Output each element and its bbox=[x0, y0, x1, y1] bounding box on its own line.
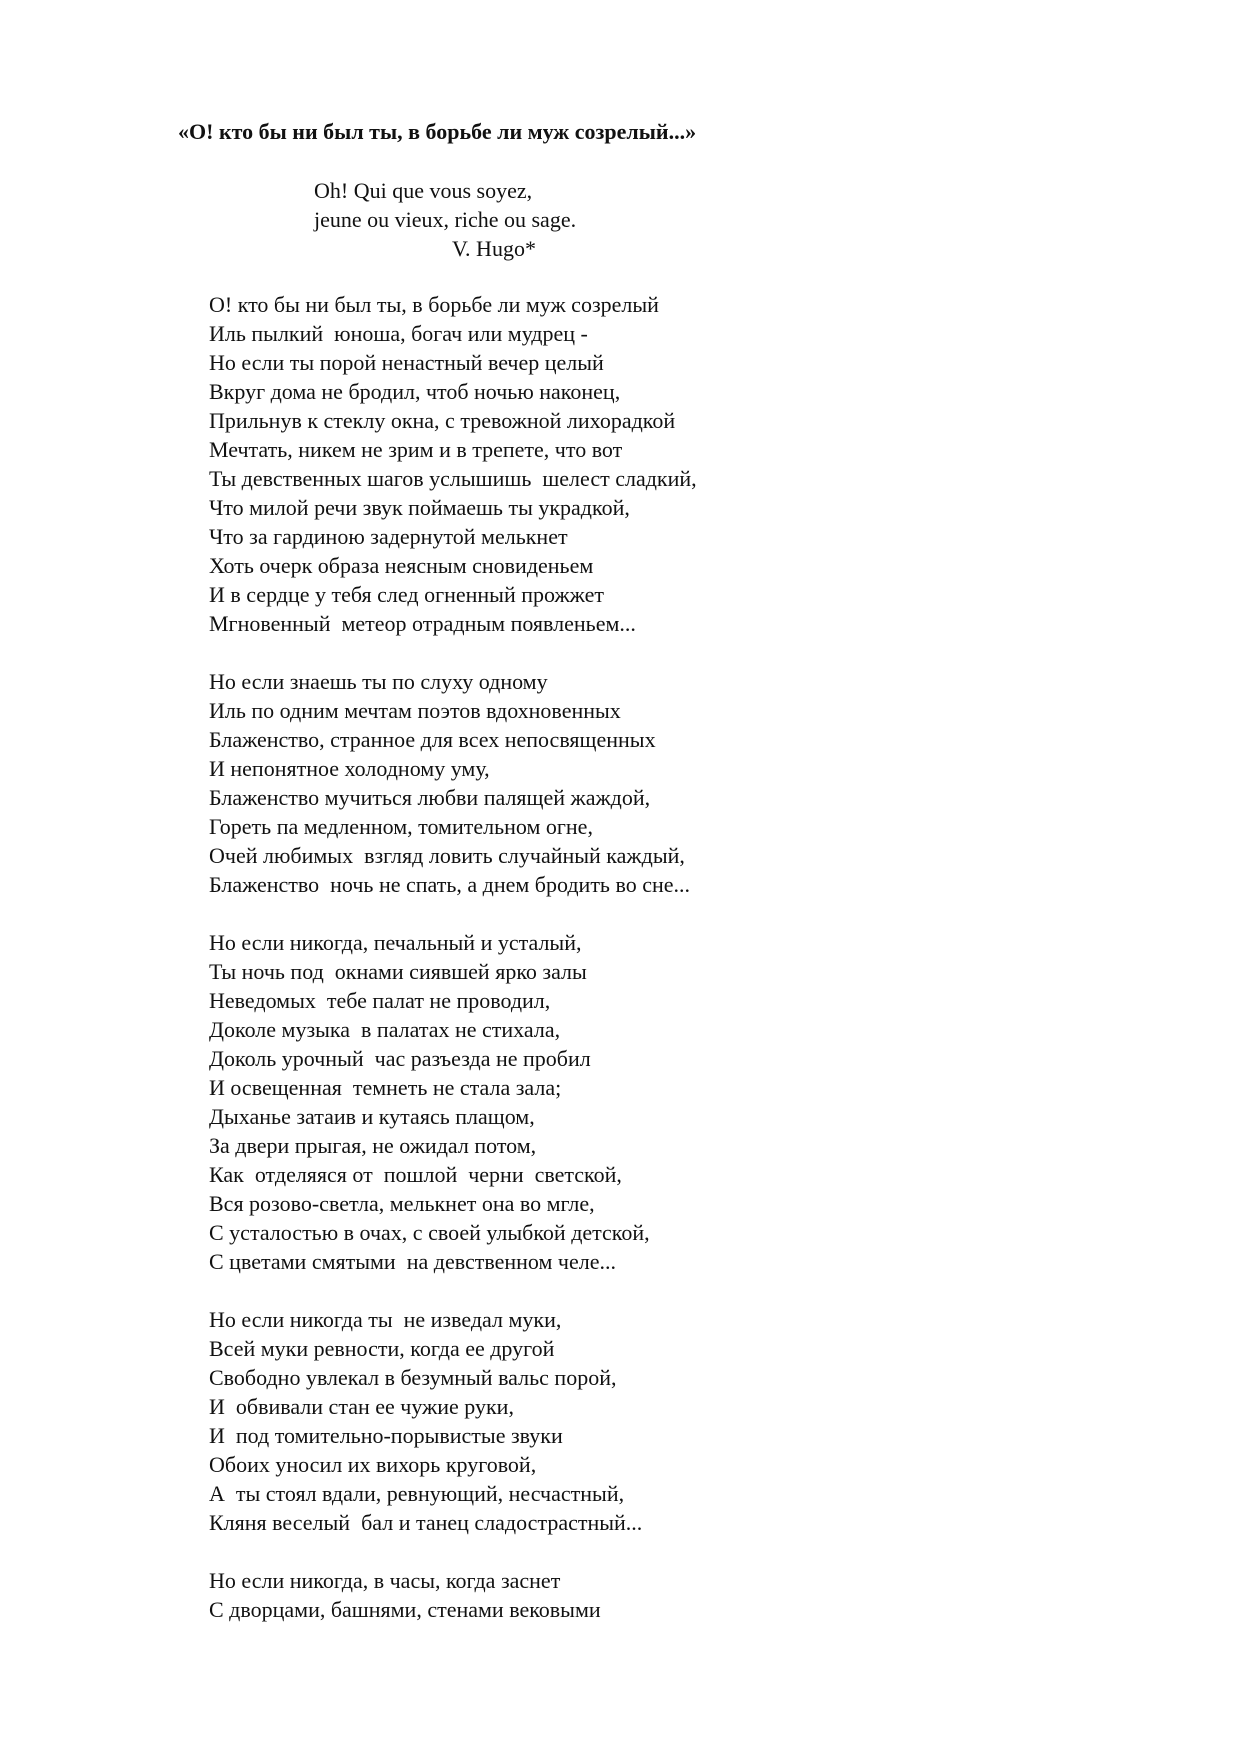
verse-line: Иль по одним мечтам поэтов вдохновенных bbox=[209, 698, 621, 723]
verse-line: Кляня веселый бал и танец сладострастный... bbox=[209, 1510, 643, 1535]
verse-line: Хоть очерк образа неясным сновиденьем bbox=[209, 553, 594, 578]
verse-line: Ты девственных шагов услышишь шелест сладкий, bbox=[209, 466, 697, 491]
verse-line: Дыханье затаив и кутаясь плащом, bbox=[209, 1104, 535, 1129]
verse-line: Свободно увлекал в безумный вальс порой, bbox=[209, 1365, 617, 1390]
stanza bbox=[209, 667, 697, 899]
stanza bbox=[209, 1305, 697, 1537]
verse-line: Прильнув к стеклу окна, с тревожной лихорадкой bbox=[209, 408, 676, 433]
verse-line: Как отделяяся от пошлой черни светской, bbox=[209, 1162, 622, 1187]
verse-line: Но если никогда ты не изведал муки, bbox=[209, 1307, 562, 1332]
poem-title: «О! кто бы ни был ты, в борьбе ли муж созрелый...» bbox=[178, 119, 697, 144]
verse-line: И обвивали стан ее чужие руки, bbox=[209, 1394, 514, 1419]
verse-line: А ты стоял вдали, ревнующий, несчастный, bbox=[209, 1481, 625, 1506]
verse-line: И под томительно-порывистые звуки bbox=[209, 1423, 563, 1448]
verse-line: Мечтать, никем не зрим и в трепете, что вот bbox=[209, 437, 623, 462]
verse-line: Блаженство ночь не спать, а днем бродить во сне... bbox=[209, 872, 691, 897]
verse-line: Иль пылкий юноша, богач или мудрец - bbox=[209, 321, 588, 346]
verse-line: И непонятное холодному уму, bbox=[209, 756, 490, 781]
epigraph bbox=[314, 176, 576, 263]
verse-line: Но если никогда, в часы, когда заснет bbox=[209, 1568, 561, 1593]
verse-line: Гореть па медленном, томительном огне, bbox=[209, 814, 593, 839]
verse-line: Что за гардиною задернутой мелькнет bbox=[209, 524, 568, 549]
stanza bbox=[209, 928, 697, 1276]
verse-line: Вкруг дома не бродил, чтоб ночью наконец, bbox=[209, 379, 621, 404]
verse-line: И в сердце у тебя след огненный прожжет bbox=[209, 582, 604, 607]
verse-line: Но если знаешь ты по слуху одному bbox=[209, 669, 548, 694]
verse-line: Очей любимых взгляд ловить случайный каждый, bbox=[209, 843, 685, 868]
verse-line: Что милой речи звук поймаешь ты украдкой, bbox=[209, 495, 630, 520]
poem-body bbox=[209, 290, 697, 1653]
verse-line: За двери прыгая, не ожидал потом, bbox=[209, 1133, 537, 1158]
verse-line: Обоих уносил их вихорь круговой, bbox=[209, 1452, 537, 1477]
verse-line: Всей муки ревности, когда ее другой bbox=[209, 1336, 555, 1361]
verse-line: С усталостью в очах, с своей улыбкой детской, bbox=[209, 1220, 650, 1245]
verse-line: Блаженство мучиться любви палящей жаждой, bbox=[209, 785, 651, 810]
verse-line: Но если ты порой ненастный вечер целый bbox=[209, 350, 604, 375]
verse-line: Неведомых тебе палат не проводил, bbox=[209, 988, 551, 1013]
verse-line: И освещенная темнеть не стала зала; bbox=[209, 1075, 562, 1100]
verse-line: С дворцами, башнями, стенами вековыми bbox=[209, 1597, 601, 1622]
verse-line: Вся розово-светла, мелькнет она во мгле, bbox=[209, 1191, 595, 1216]
verse-line: Доколь урочный час разъезда не пробил bbox=[209, 1046, 591, 1071]
verse-line: О! кто бы ни был ты, в борьбе ли муж созрелый bbox=[209, 292, 659, 317]
verse-line: С цветами смятыми на девственном челе... bbox=[209, 1249, 616, 1274]
stanza bbox=[209, 1566, 697, 1624]
verse-line: Но если никогда, печальный и усталый, bbox=[209, 930, 582, 955]
verse-line: Ты ночь под окнами сиявшей ярко залы bbox=[209, 959, 587, 984]
epigraph-line: jeune ou vieux, riche ou sage. bbox=[314, 207, 577, 232]
verse-line: Мгновенный метеор отрадным появленьем... bbox=[209, 611, 636, 636]
stanza bbox=[209, 290, 697, 638]
verse-line: Доколе музыка в палатах не стихала, bbox=[209, 1017, 561, 1042]
verse-line: Блаженство, странное для всех непосвященных bbox=[209, 727, 656, 752]
epigraph-author: V. Hugo* bbox=[452, 236, 536, 261]
epigraph-line: Oh! Qui que vous soyez, bbox=[314, 178, 533, 203]
